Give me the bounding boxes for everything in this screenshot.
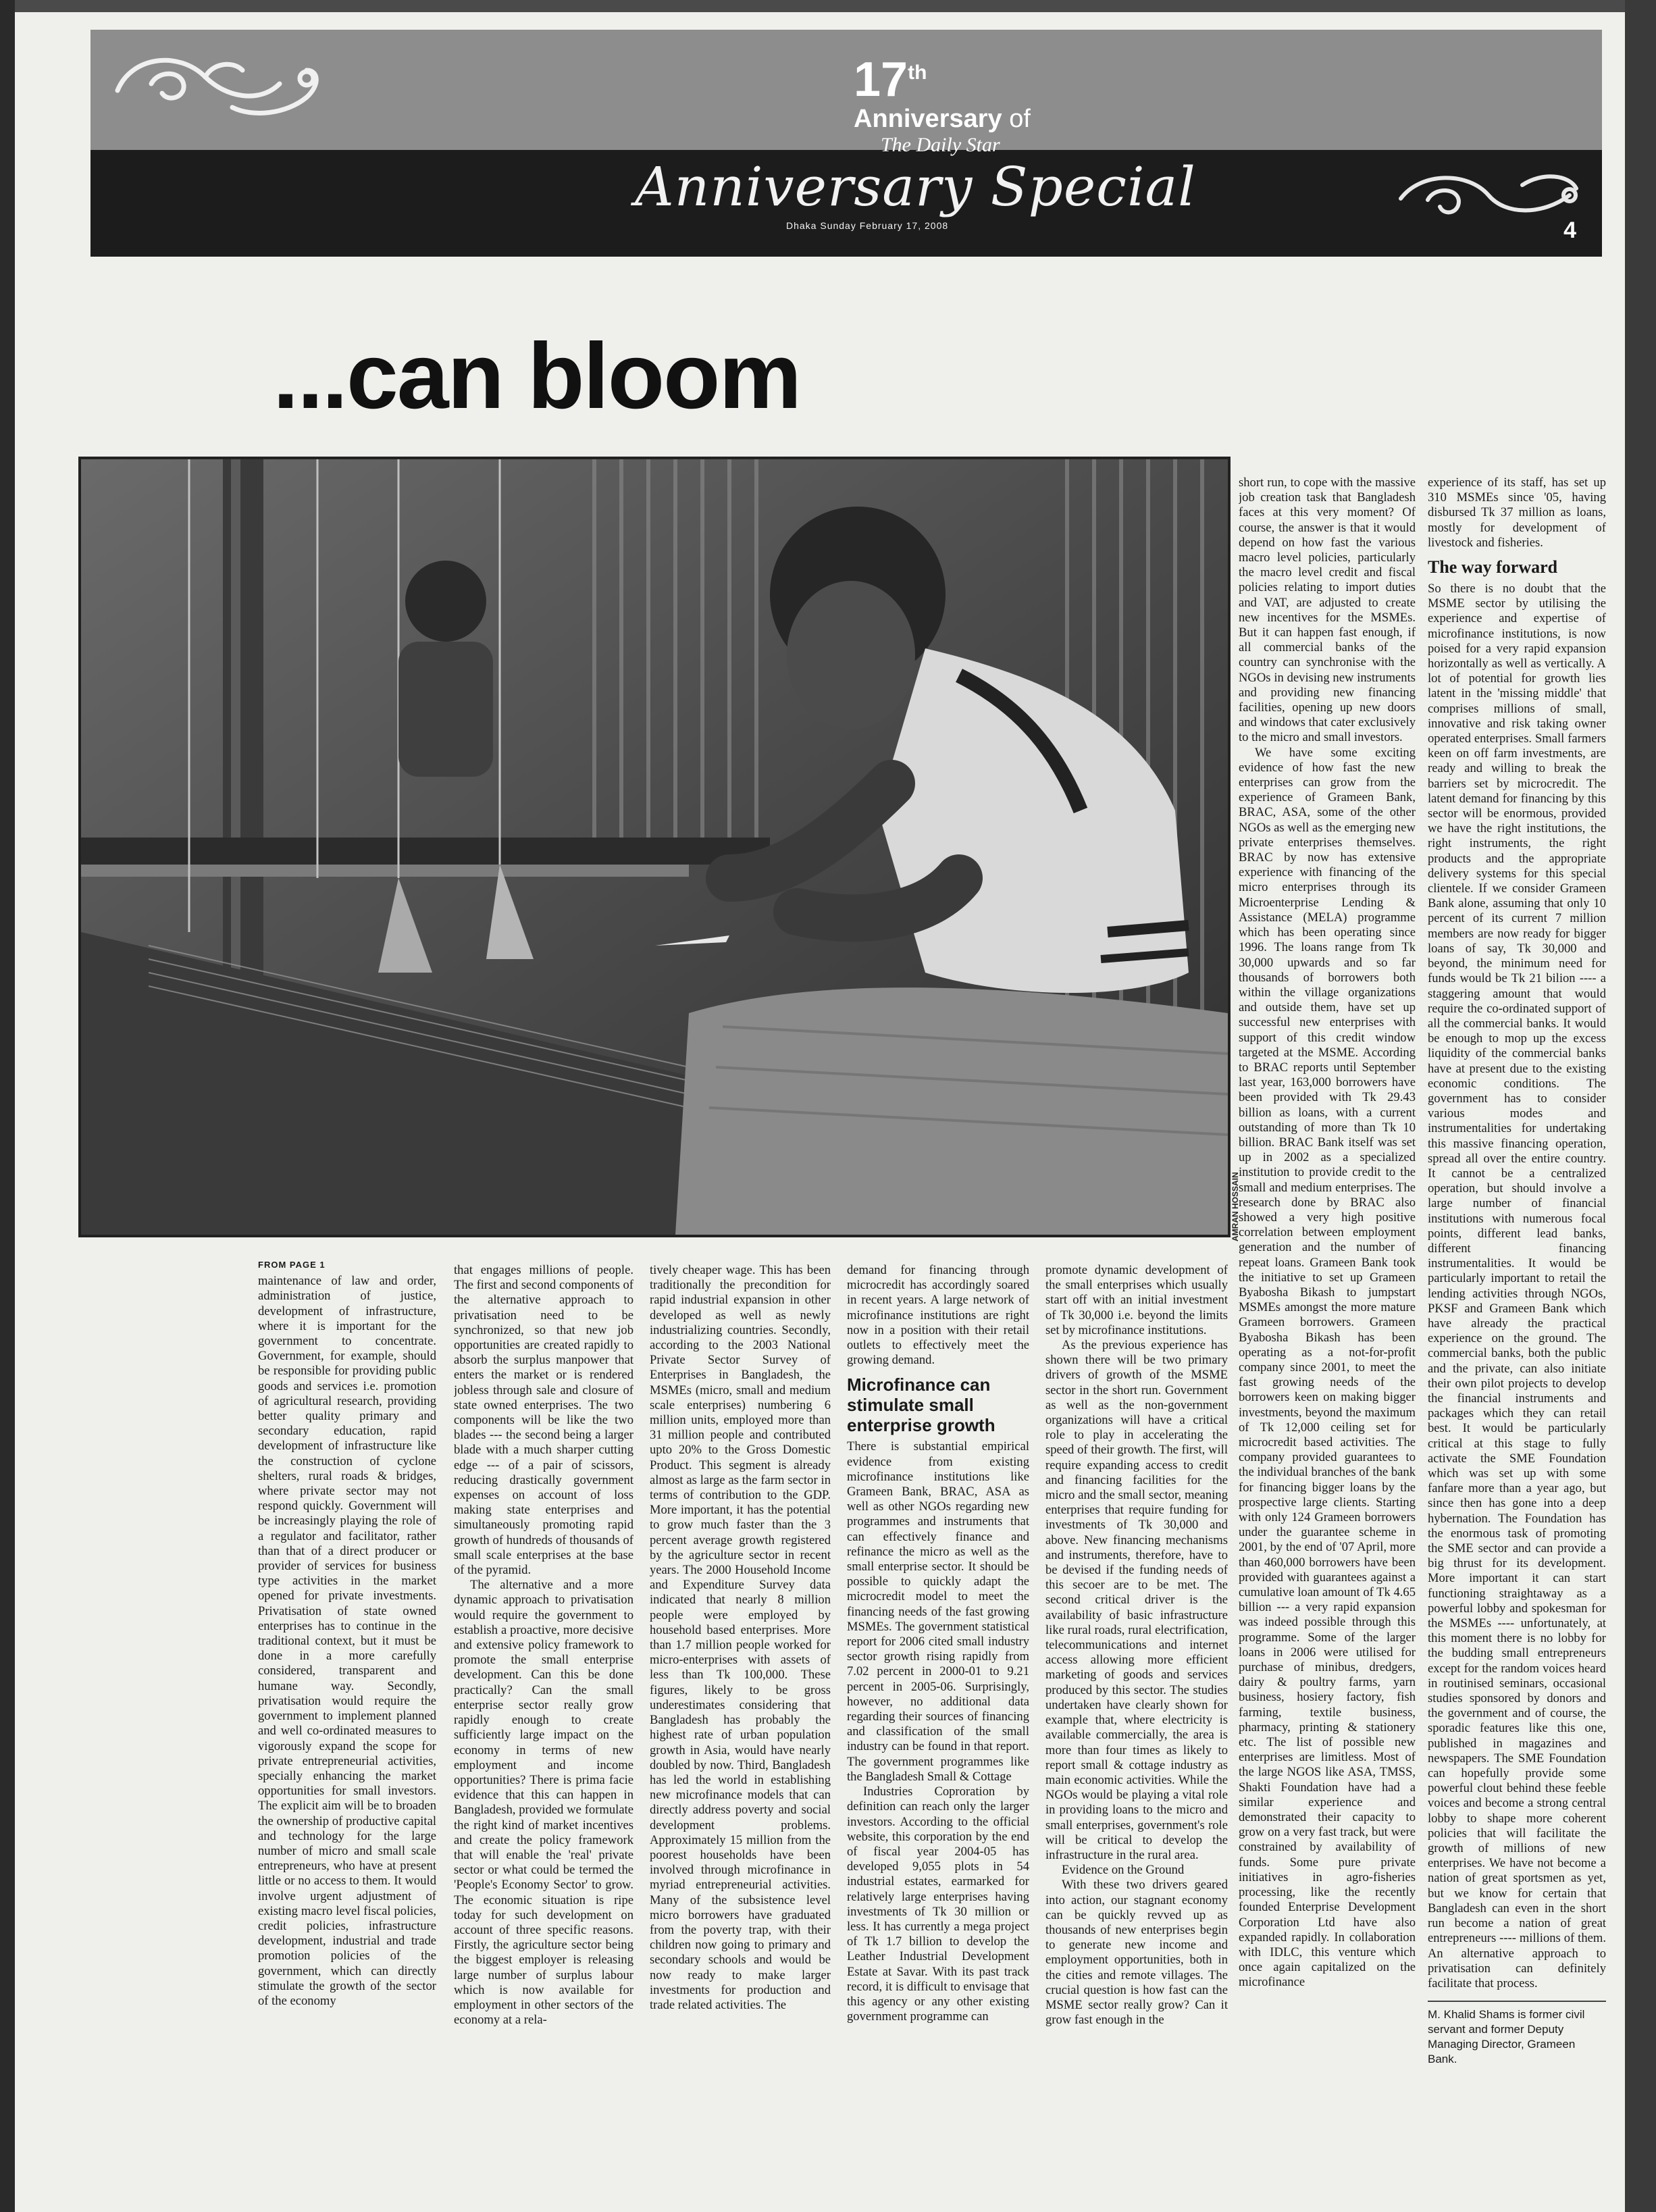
of-label: of	[1009, 105, 1031, 133]
article-column-4	[847, 1263, 1029, 2176]
paragraph: promote dynamic development of the small enterprises which usually start off with an initial investment of Tk 30,000 i.e. beyond the limits set by microfinance institutions.	[1045, 1263, 1228, 1337]
scan-border-left	[0, 0, 15, 2212]
dateline: Dhaka Sunday February 17, 2008	[786, 220, 949, 231]
paragraph: Evidence on the Ground	[1062, 1863, 1185, 1878]
subheading-microfinance: Microfinance can stimulate small enterprise growth	[847, 1374, 995, 1436]
page-number: 4	[1563, 217, 1576, 243]
paragraph: There is substantial empirical evidence from existing microfinance institutions like Grameen Bank, BRAC, ASA as well as other NGOs regarding new programmes and instruments that can effectively finance and refinance the micro as well as the small enterprise sector. It should be possible to quickly adapt the microcredit model to meet the financing needs of the fast growing MSMEs. The government statistical report for 2006 cited small industry sector growth rising rapidly from 7.02 percent in 2000-01 to 9.21 percent in 2005-06. Surprisingly, however, no additional data regarding their sources of financing and classification of the small industry can be found in that report. The government programmes like the Bangladesh Small & Cottage	[847, 1439, 1029, 1784]
article-column-5	[1045, 1263, 1228, 2176]
scan-border-right	[1625, 0, 1656, 2212]
article-headline: ...can bloom	[273, 324, 801, 428]
paragraph: short run, to cope with the massive job creation task that Bangladesh faces at this very moment? Of course, the answer is that it would depend on how fast the various macro level policies, particularly the macro level credit and fiscal policies relating to import duties and VAT, are adjusted to create new incentives for the MSMEs. But it can happen fast enough, if all commercial banks of the country can synchronise with the NGOs in devising new instruments and providing new financing facilities, opening up new doors and windows that cater exclusively to the micro and small investors.	[1239, 475, 1416, 745]
photo-credit: AMRAN HOSSAIN	[1231, 1172, 1240, 1241]
paragraph: So there is no doubt that the MSME sector by utilising the experience and expertise of microfinance institutions, is now poised for a very rapid expansion horizontally as well as vertically. A lot of potential for growth lies latent in the 'missing middle' that comprises millions of small, innovative and risk taking owner operated enterprises. Small farmers keen on off farm investments, are ready and willing to break the barriers set by microcredit. The latent demand for financing by this sector will be enormous, provided we have the right institutions, the right instruments, the right products and the appropriate delivery systems for this special clientele. If we consider Grameen Bank alone, assuming that only 10 percent of its current 7 million members are now ready for bigger loans of say, Tk 30,000 and beyond, the minimum need for funds would be Tk 21 bilion ---- a staggering amount that would require the co-ordinated support of all the commercial banks. It would be enough to mop up the excess liquidity of the commercial banks have at present due to the existing economic conditions. The government has to consider various modes and instrumentalities for undertaking this massive financing operation, spread all over the entire country. It cannot be a centralized operation, but should involve a large number of financial institutions with numerous focal points, different lead banks, different financing instrumentalities. It would be particularly important to retail the lending activities through NGOs, PKSF and Grameen Bank which have already the practical experience on the ground. The commercial banks, both the public and the private, can also initiate their own pilot projects to develop the financial instruments and packages which they can retail best. It would be particularly critical at this stage to fully activate the SME Foundation which was set up with some fanfare more than a year ago, but since then has gone into a deep hybernation. The Foundation has the enormous task of promoting the SME sector and can provide a big thrust for its development. More important it can start functioning straightaway as a powerful lobby and spokesman for the MSMEs ---- unfortunately, at this moment there is no lobby for the budding small entrepreneurs except for the random voices heard in routinised seminars, occasional studies sponsored by donors and the government and of course, the sporadic features like this one, published in magazines and newspapers. The SME Foundation can hopefully provide some powerful clout behind these feeble voices and become a strong central lobby to shape more coherent policies that will facilitate the growth of millions of new enterprises. We have not become a nation of great sportsmen as yet, but we know for certain that Bangladesh can even in the short run become a nation of great entrepreneurs ---- millions of them. An alternative approach to privatisation can definitely facilitate that process.	[1428, 582, 1606, 1990]
anniversary-suffix: th	[908, 61, 927, 84]
author-byline: M. Khalid Shams is former civil servant and former Deputy Managing Director, Grameen Bank.	[1428, 2001, 1606, 2067]
article-column-1	[258, 1258, 436, 2176]
left-ornament-icon	[104, 43, 334, 124]
anniversary-number: 17	[854, 53, 908, 107]
subheading-way-forward: The way forward	[1428, 557, 1558, 577]
article-column-3	[650, 1263, 831, 2176]
article-column-7	[1428, 475, 1606, 2176]
article-column-2	[454, 1263, 633, 2176]
right-ornament-icon	[1387, 158, 1590, 232]
scan-border-top	[0, 0, 1656, 12]
anniversary-logo	[854, 49, 1031, 157]
weaver-photo-illustration	[81, 459, 1228, 1235]
paragraph: With these two drivers geared into action, our stagnant economy can be quickly revved up as thousands of new enterprises begin to generate new income and employment opportunities, both in the cities and remote villages. The crucial question is how fast can the MSME sector really grow? Can it grow fast enough in the	[1045, 1878, 1228, 2028]
paragraph: tively cheaper wage. This has been traditionally the precondition for rapid industrial expansion in other developed as well as newly industrializing countries. Secondly, according to the 2003 National Private Sector Survey of Enterprises in Bangladesh, the MSMEs (micro, small and medium scale enterprises) numbering 6 million units, employed more than 31 million people and contributed upto 20% to the Gross Domestic Product. This segment is already almost as large as the farm sector in terms of contribution to the GDP. More important, it has the potential to grow much faster than the 3 percent average growth registered by the agriculture sector in recent years. The 2000 Household Income and Expenditure Survey data indicated that nearly 8 million people were employed by household based enterprises. More than 1.7 million people worked for micro-enterprises with assets of less than Tk 100,000. These figures, likely to be gross underestimates considering that Bangladesh has probably the highest rate of urban population growth in Asia, would have nearly doubled by now. Third, Bangladesh has led the world in establishing new microfinance models that can directly address poverty and social development problems. Approximately 15 million from the poorest households have been involved through microfinance in myriad entrepreneurial activities. Many of the subsistence level micro borrowers have graduated from the poverty trap, with their children now going to primary and secondary schools and would be now ready to make larger investments for production and trade related activities. The	[650, 1263, 831, 2012]
anniversary-label: Anniversary	[854, 105, 1002, 133]
paragraph: Industries Coproration by definition can reach only the larger investors. According to the official website, this corporation by the end of fiscal year 2004-05 has developed 9,055 plots in 54 industrial estates, earmarked for relatively large enterprises having investments of Tk 30 million or less. It has currently a mega project of Tk 1.7 billion to develop the Leather Industrial Development Estate at Savar. With its past track record, it is difficult to envisage that this agency or any other existing government programme can	[847, 1784, 1029, 2024]
paragraph: The alternative and a more dynamic approach to privatisation would require the government to establish a proactive, more decisive and extensive policy framework to promote the small enterprise development. Can this be done practically? Can the small enterprise sector really grow rapidly enough to create sufficiently large impact on the economy in terms of new employment and income opportunities? There is prima facie evidence that this can happen in Bangladesh, provided we formulate the right kind of market incentives and create the policy framework that will enable the 'real' private sector or what could be termed the 'People's Economy Sector' to grow. The economic situation is ripe today for such development on account of three specific reasons. Firstly, the agriculture sector being the biggest employer is releasing large number of surplus labour which is now available for employment in other sectors of the economy at a rela-	[454, 1578, 633, 2028]
paragraph: that engages millions of people. The first and second components of the alternative approach to privatisation need to be synchronized, so that new job opportunities are created rapidly to absorb the surplus manpower that enters the market or is rendered jobless through sale and closure of state owned enterprises. The two components will be like the two blades --- the second being a larger blade with a much sharper cutting edge --- of a pair of scissors, reducing drastically government expenses on account of loss making state enterprises and simultaneously promoting rapid growth of hundreds of thousands of small scale enterprises at the base of the pyramid.	[454, 1263, 633, 1578]
article-column-6	[1239, 475, 1416, 2176]
article-photo	[78, 457, 1231, 1237]
paragraph: maintenance of law and order, administration of justice, development of infrastructure, where it is important for the government to concentrate. Government, for example, should be responsible for providing public goods and services i.e. promotion of agricultural research, providing better quality primary and secondary education, rapid development of infrastructure like the construction of cyclone shelters, rural roads & bridges, where private sector may not respond quickly. Government will be increasingly playing the role of a regulator and facilitator, rather than that of a direct producer or provider of services for business type activities in the market opened for private investments. Privatisation of state owned enterprises has to continue in the traditional context, but it must be done in a more carefully considered, transparent and humane way. Secondly, privatisation would require the government to implement planned and well co-ordinated measures to vigorously expand the scope for private entrepreneurial activities, specially enhancing the market opportunities for small investors. The explicit aim will be to broaden the ownership of productive capital and technology for the large number of micro and small scale entrepreneurs, who have at present little or no access to them. It would involve urgent adjustment of existing macro level fiscal policies, credit policies, infrastructure development, industrial and trade promotion policies of the government, which can directly stimulate the growth of the sector of the economy	[258, 1274, 436, 2008]
paragraph: experience of its staff, has set up 310 MSMEs since '05, having disbursed Tk 37 million as loans, mostly for development of livestock and fisheries.	[1428, 475, 1606, 550]
paragraph: We have some exciting evidence of how fast the new enterprises can grow from the experience of Grameen Bank, BRAC, ASA, some of the other NGOs as well as the emerging new private enterprises themselves. BRAC by now has extensive experience with financing of the micro enterprises through its Microenterprise Lending & Assistance (MELA) programme which has been operating since 1996. The loans range from Tk 30,000 upwards and so far thousands of borrowers both within the village organizations and outside them, have set up successful new enterprises with support of this credit window targeted at the MSME. According to BRAC reports until September last year, 163,000 borrowers have been provided with Tk 29.43 billion as loans, with a current outstanding of more than Tk 10 billion. BRAC Bank itself was set up in 2002 as a specialized institution to provide credit to the small and medium enterprises. The research done by BRAC also showed a very high positive correlation between employment generation and the number of repeat loans. Grameen Bank took the initiative to set up Grameen Byabosha Bikash to jumpstart MSMEs amongst the more mature Grameen borrowers. Grameen Byabosha Bikash has been operating as a not-for-profit company since 2001, to meet the fast growing needs of the borrowers keen on making bigger investments, beyond the maximum of Tk 12,000 ceiling set for microcredit based activities. The company provided guarantees to the individual branches of the bank for financing bigger loans by the prospective large clients. Starting with only 124 Grameen borrowers under the guarantee scheme in 2001, by the end of '07 April, more than 460,000 borrowers have been provided with guarantees against a cumulative loan amount of Tk 4.65 billion --- a very rapid expansion was indeed possible through this programme. Some of the larger loans in 2006 were utilised for purchase of minibus, dredgers, dairy & poultry farms, yarn business, hosiery factory, fish farming, textile business, pharmacy, printing & stationery etc. The list of possible new enterprises are limitless. Most of the large NGOS like ASA, TMSS, Shakti Foundation have had a similar experience and demonstrated their capacity to grow on a very fast track, but were constrained by availability of funds. Some pure private initiatives in agro-fisheries processing, like the recently founded Enterprise Development Corporation Ltd have also expanded rapidly. In collaboration with IDLC, this venture which once again capitalized on the microfinance	[1239, 745, 1416, 1990]
paragraph: As the previous experience has shown there will be two primary drivers of growth of the MSME sector in the short run. Government as well as the non-government organizations will have a critical role to play in accelerating the speed of their growth. The first, will require expanding access to credit and financing facilities for the micro and the small sector, meaning enterprises that require funding for investments of Tk 30,000 and above. New financing mechanisms and instruments, therefore, have to be devised if the funding needs of this secoer are to be met. The second critical driver is the availability of basic infrastructure like rural roads, rural electrification, telecommunications and internet access allowing more efficient marketing of goods and services produced by this sector. The studies undertaken have clearly shown for example that, where electricity is available commercially, the area is more than four times as likely to report small & cottage industry as main economic activities. While the NGOs would be playing a vital role in providing loans to the micro and small enterprises, government's role will be critical to develop the infrastructure in the rural area.	[1045, 1338, 1228, 1862]
masthead-banner	[90, 30, 1602, 243]
paper-name: The Daily Star	[881, 134, 1000, 156]
paragraph: demand for financing through microcredit has accordingly soared in recent years. A large network of microfinance institutions are right now in a position with their retail outlets to effectively meet the growing demand.	[847, 1263, 1029, 1368]
section-title: Anniversary Special	[635, 155, 1196, 218]
from-page-label: FROM PAGE 1	[258, 1260, 326, 1270]
